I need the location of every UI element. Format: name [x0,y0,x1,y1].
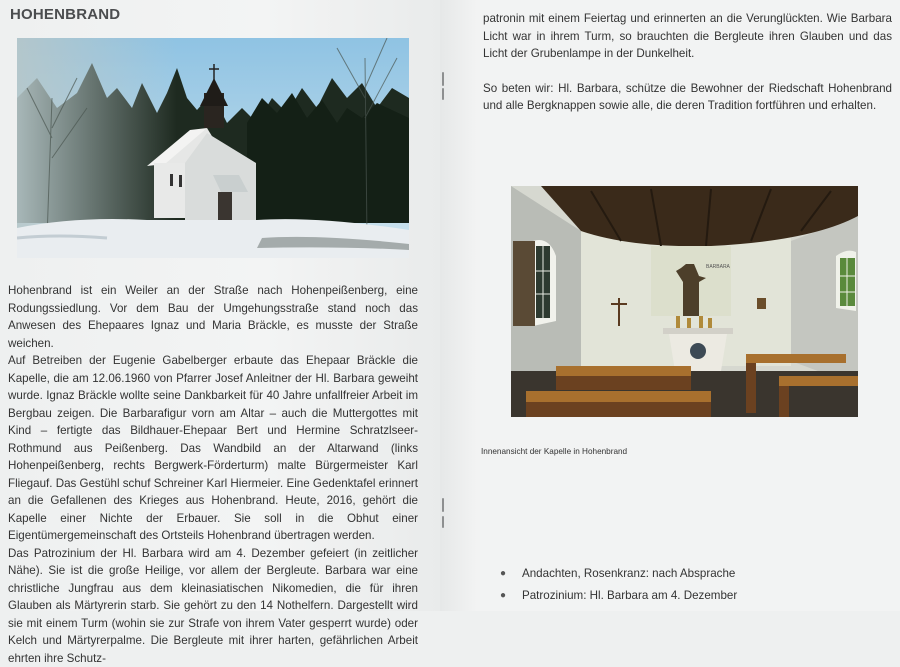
bullet-text: Patrozinium: Hl. Barbara am 4. Dezember [522,589,737,602]
bullet-text: Andachten, Rosenkranz: nach Absprache [522,567,735,580]
info-bullet-list [500,562,737,606]
list-item [500,562,737,584]
left-body-text [8,282,418,667]
chapel-interior-photo [511,186,858,417]
list-item [500,584,737,606]
bullet-dot-icon: ● [500,590,522,601]
paragraph-continuation: patronin mit einem Feiertag und erinnerten an die Verunglückten. Wie Barbara Licht war in ihrem Turm, so brauchten die Bergleute ihren Glauben und das Licht der Grubenlampe in der Dunkelheit. [483,10,892,63]
right-body-text [483,10,892,115]
page-title: HOHENBRAND [10,6,120,23]
paragraph-history: Auf Betreiben der Eugenie Gabelberger erbaute das Ehepaar Bräckle die Kapelle, die am 12.06.1960 von Pfarrer Josef Anleitner der Hl. Barbara geweiht wurde. Ignaz Bräckle wollte seine Dankbarkeit für 40 Jahre unfallfreier Arbeit im Bergbau zeigen. Die Barbarafigur vorn am Altar – auch die Muttergottes mit Kind – fertigte das Bildhauer-Ehepaar Bert und Hermine Schratzlseer-Rothmund aus Peißenberg. Das Wandbild an der Altarwand (links Hohenpeißenberg, rechts Bergwerk-Förderturm) malte Bürgermeister Karl Fliegauf. Das Gestühl schuf Schreiner Karl Hiermeier. Eine Gedenktafel erinnert an die Gefallenen des Krieges aus Hohenbrand. Heute, 2016, gehört die Kapelle einer Nichte der Erbauer. Sie soll in die Obhut einer Eigentümergemeinschaft des Ortsteils Hohenbrand übertragen werden. [8,352,418,545]
paragraph-patrozinium: Das Patrozinium der Hl. Barbara wird am 4. Dezember gefeiert (in zeitlicher Nähe). Sie ist die große Heilige, vor allem der Bergleute. Barbara war eine christliche Jungfrau aus dem kleinasiatischen Nikomedien, die für ihren Glauben als Märtyrerin starb. Sie gehört zu den 14 Nothelfern. Dargestellt wird sie mit einem Turm (wohin sie zur Strafe von ihrem Vater gesperrt wurde) oder Kelch und Märtyrerpalme. Die Bergleute mit ihrer harten, gefährlichen Arbeit ehrten ihre Schutz- [8,545,418,667]
paragraph-intro: Hohenbrand ist ein Weiler an der Straße nach Hohenpeißenberg, eine Rodungssiedlung. Vor dem Bau der Umgehungsstraße stand noch das Anwesen des Ehepaares Ignaz und Maria Bräckle, es musste der Straße weichen. [8,282,418,352]
bullet-dot-icon: ● [500,568,522,579]
staple-bottom [442,498,444,512]
photo-caption: Innenansicht der Kapelle in Hohenbrand [481,447,627,456]
staple-bottom-2 [442,516,444,528]
chapel-exterior-photo [17,38,409,258]
staple-top-2 [442,88,444,100]
svg-text:BARBARA: BARBARA [706,264,731,270]
paragraph-prayer: So beten wir: Hl. Barbara, schütze die Bewohner der Riedschaft Hohenbrand und alle Bergknappen sowie alle, die deren Tradition fortführen und erhalten. [483,80,892,115]
staple-top [442,72,444,86]
